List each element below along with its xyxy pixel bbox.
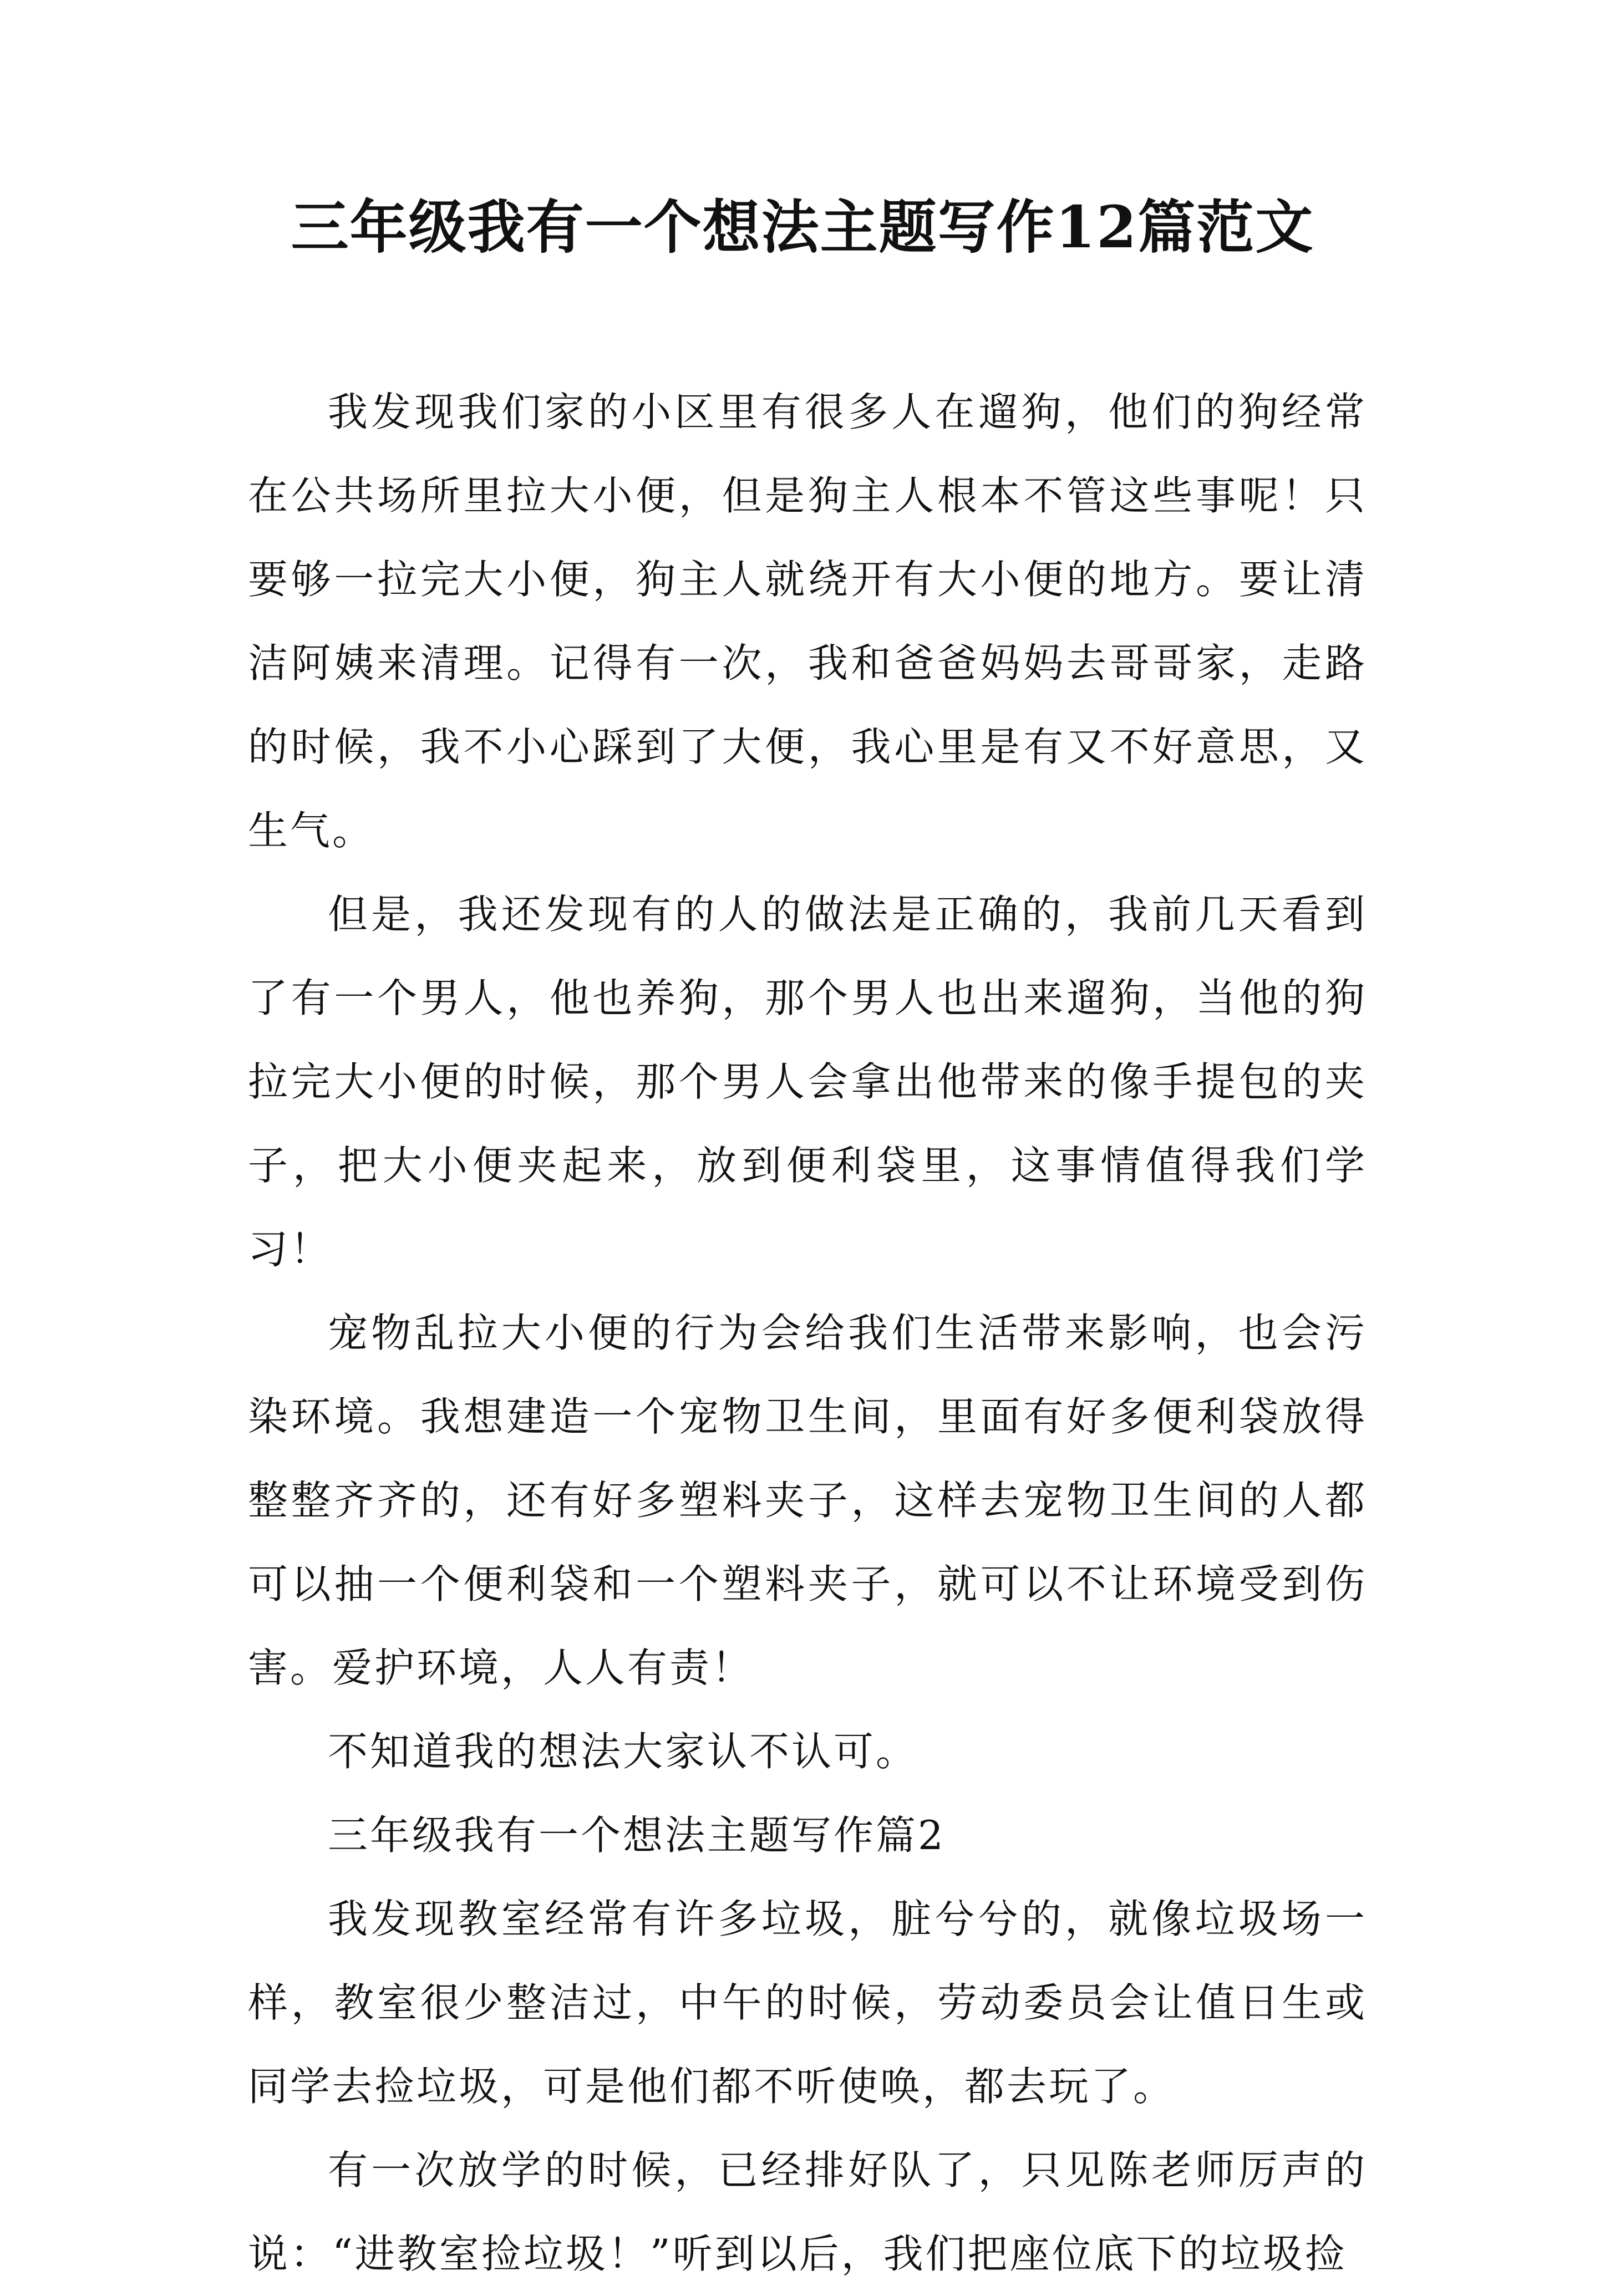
paragraph: 有一次放学的时候，已经排好队了，只见陈老师厉声的说：“进教室捡垃圾！”听到以后，我们把座位底下的垃圾捡 — [248, 2147, 1367, 2277]
document-title: 三年级我有一个想法主题写作12篇范文 — [291, 193, 1314, 261]
paragraph: 宠物乱拉大小便的行为会给我们生活带来影响，也会污染环境。我想建造一个宠物卫生间，里面有好多便利袋放得整整齐齐的，还有好多塑料夹子，这样去宠物卫生间的人都可以抽一个便利袋和一个塑料夹子，就可以不让环境受到伤害。爱护环境，人人有责！ — [248, 1310, 1367, 1691]
paragraph: 我发现我们家的小区里有很多人在遛狗，他们的狗经常在公共场所里拉大小便，但是狗主人根本不管这些事呢！只要够一拉完大小便，狗主人就绕开有大小便的地方。要让清洁阿姨来清理。记得有一次，我和爸爸妈妈去哥哥家，走路的时候，我不小心踩到了大便，我心里是有又不好意思，又生气。 — [248, 389, 1367, 854]
section-heading: 三年级我有一个想法主题写作篇2 — [328, 1812, 946, 1859]
paragraph: 不知道我的想法大家认不认可。 — [328, 1728, 918, 1775]
paragraph: 我发现教室经常有许多垃圾，脏兮兮的，就像垃圾场一样，教室很少整洁过，中午的时候，劳动委员会让值日生或同学去捡垃圾，可是他们都不听使唤，都去玩了。 — [248, 1896, 1367, 2110]
document-body — [248, 370, 1367, 2296]
paragraph: 但是，我还发现有的人的做法是正确的，我前几天看到了有一个男人，他也养狗，那个男人也出来遛狗，当他的狗拉完大小便的时候，那个男人会拿出他带来的像手提包的夹子，把大小便夹起来，放到便利袋里，这事情值得我们学习！ — [248, 891, 1367, 1272]
